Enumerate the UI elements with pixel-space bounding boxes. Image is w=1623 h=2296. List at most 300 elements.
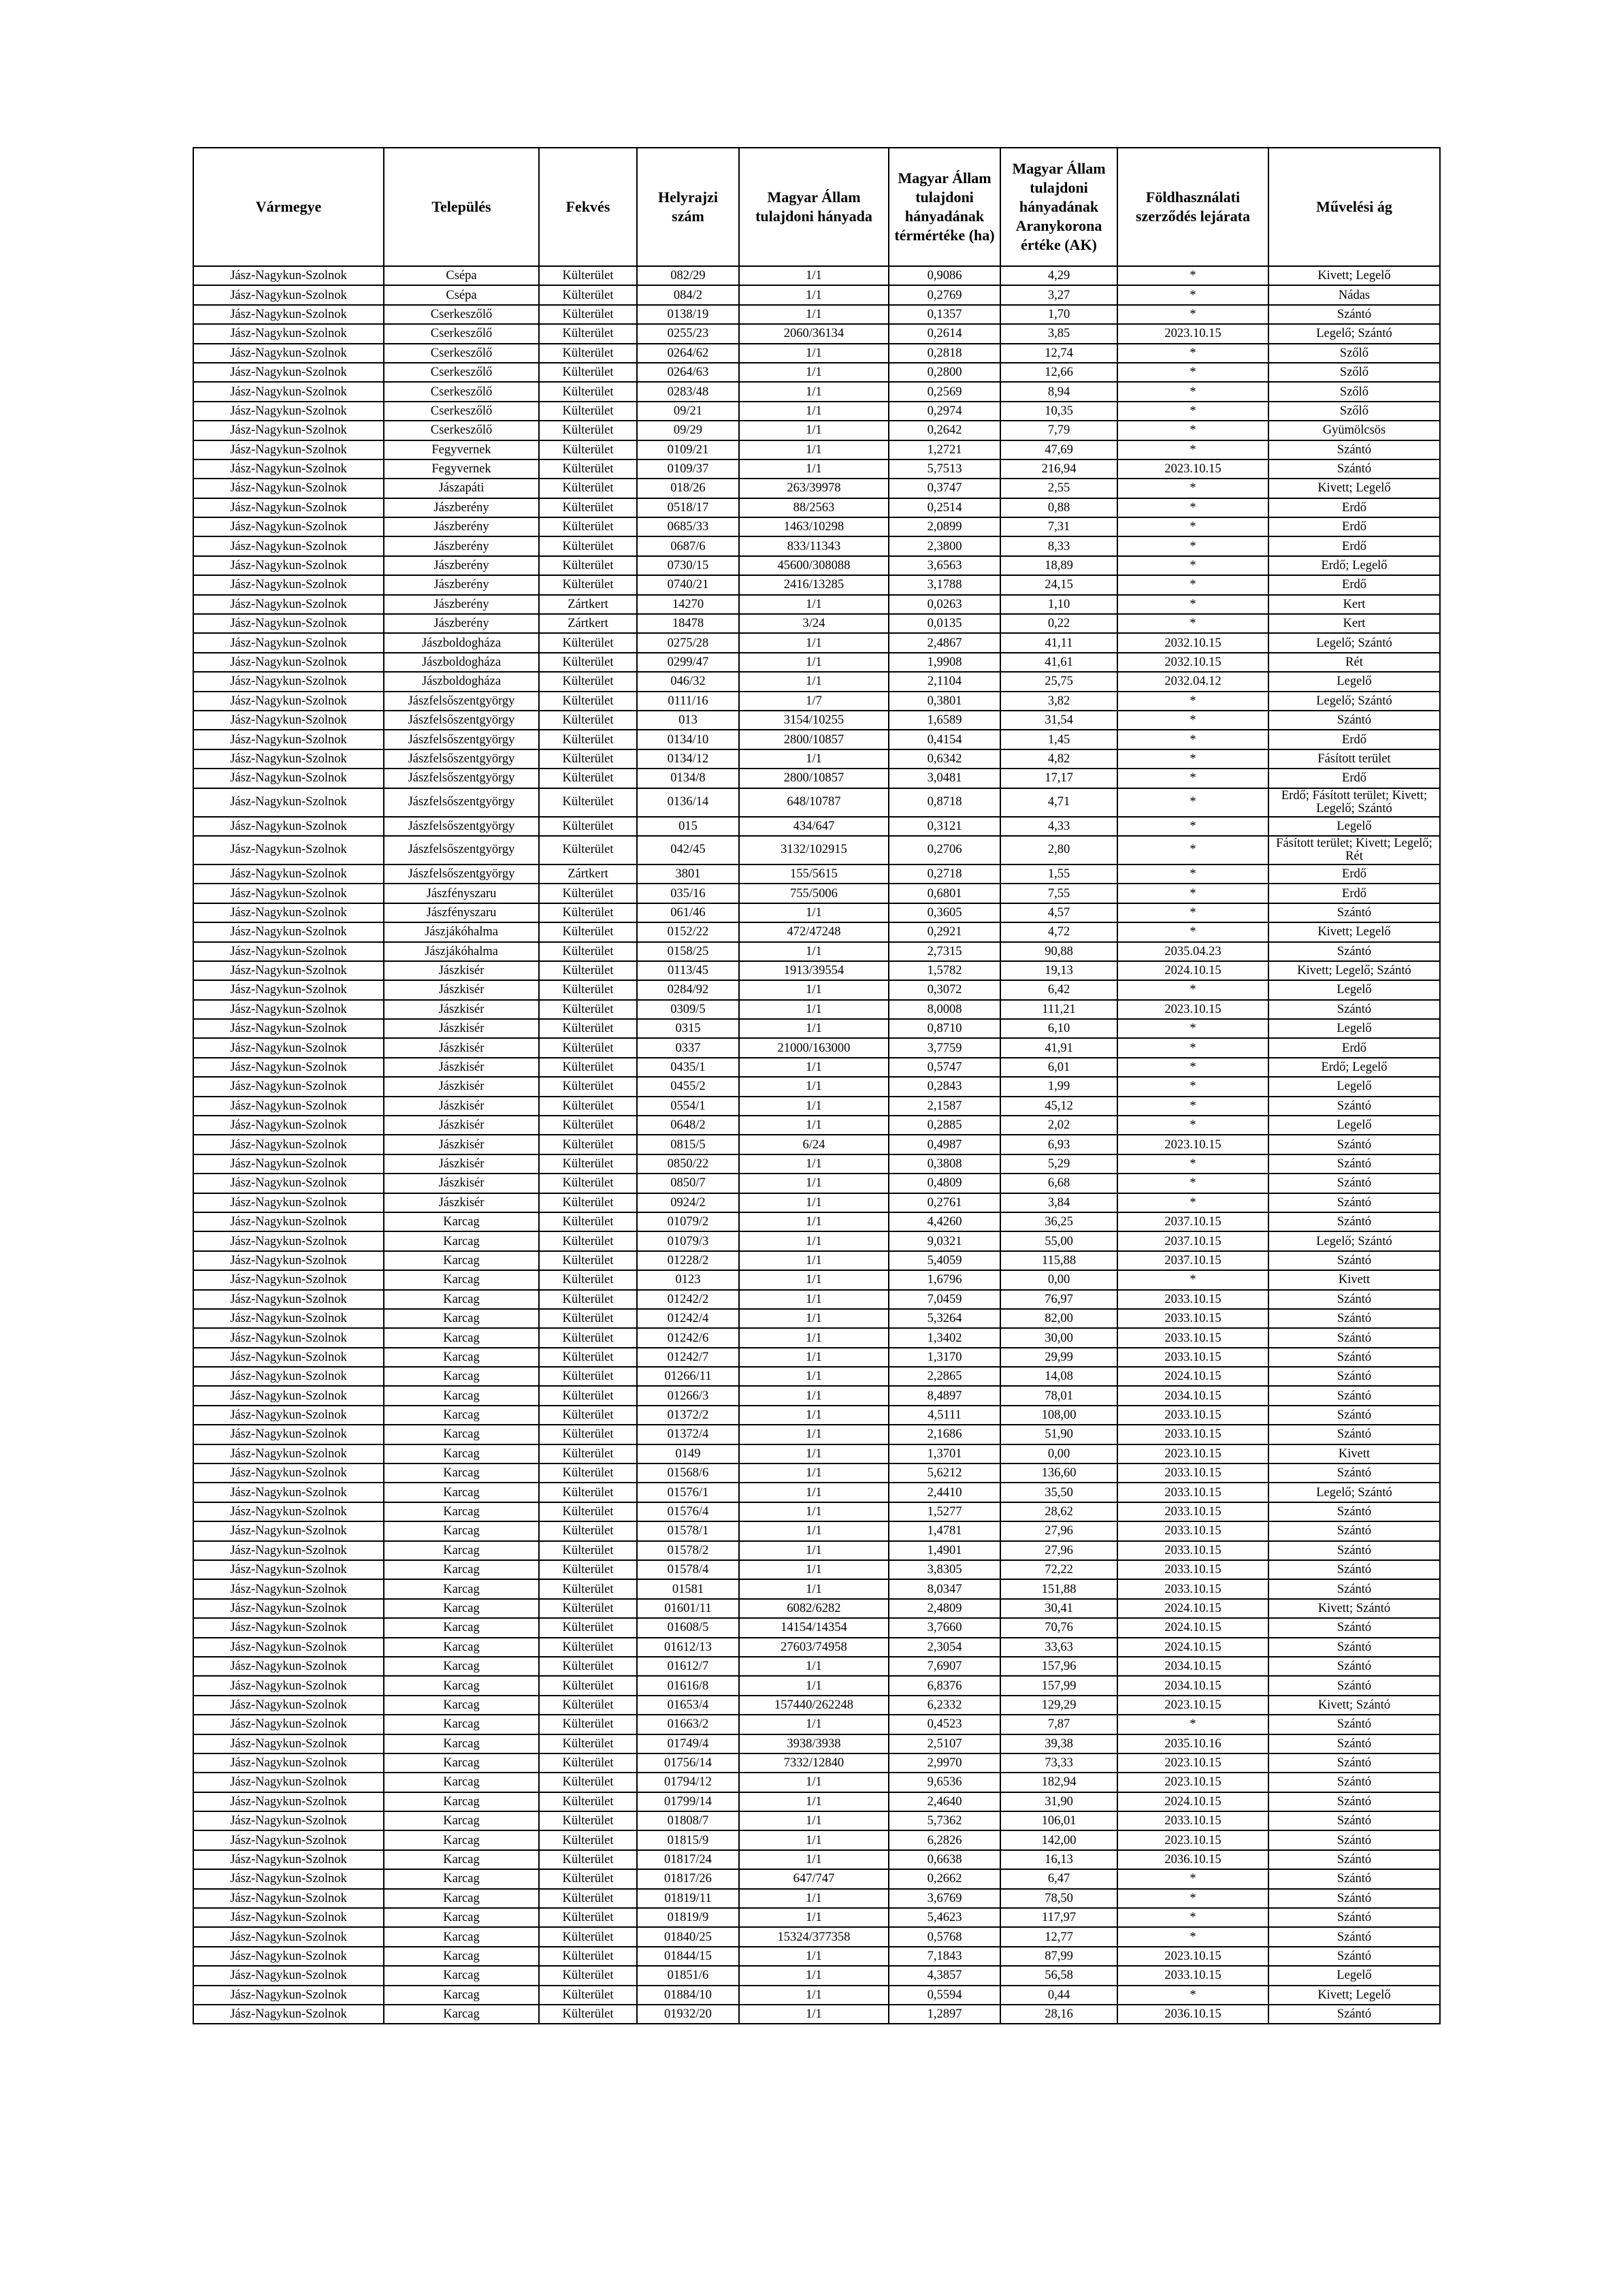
cell-aranykorona: 28,62 (1000, 1502, 1117, 1521)
cell-termertek: 9,0321 (889, 1231, 1000, 1250)
cell-muvelesi-ag: Szántó (1268, 1947, 1440, 1966)
cell-varmegye: Jász-Nagykun-Szolnok (193, 1908, 384, 1927)
cell-telepules: Karcag (384, 2005, 539, 2024)
cell-telepules: Karcag (384, 1753, 539, 1773)
cell-aranykorona: 7,87 (1000, 1715, 1117, 1734)
cell-varmegye: Jász-Nagykun-Szolnok (193, 1502, 384, 1521)
cell-termertek: 0,2718 (889, 864, 1000, 884)
cell-telepules: Cserkeszőlő (384, 344, 539, 363)
cell-telepules: Jászkisér (384, 961, 539, 980)
table-header-row (193, 148, 1440, 266)
table-row (193, 1464, 1440, 1483)
cell-termertek: 0,8710 (889, 1019, 1000, 1038)
cell-fekves: Külterület (539, 1753, 637, 1773)
cell-termertek: 5,7513 (889, 459, 1000, 479)
table-row (193, 1231, 1440, 1250)
table-row (193, 1927, 1440, 1946)
cell-szerzodes-lejarata: * (1117, 1889, 1268, 1908)
cell-termertek: 0,2885 (889, 1116, 1000, 1135)
cell-szerzodes-lejarata: * (1117, 266, 1268, 285)
cell-helyrajzi-szam: 0299/47 (637, 653, 739, 672)
cell-telepules: Jászfelsőszentgyörgy (384, 769, 539, 788)
cell-varmegye: Jász-Nagykun-Szolnok (193, 1019, 384, 1038)
cell-termertek: 0,2569 (889, 382, 1000, 401)
cell-varmegye: Jász-Nagykun-Szolnok (193, 305, 384, 324)
cell-szerzodes-lejarata: 2024.10.15 (1117, 1367, 1268, 1386)
cell-fekves: Külterület (539, 692, 637, 711)
land-parcel-table (193, 147, 1441, 2024)
cell-muvelesi-ag: Legelő (1268, 980, 1440, 999)
cell-aranykorona: 18,89 (1000, 556, 1117, 575)
cell-helyrajzi-szam: 0109/37 (637, 459, 739, 479)
cell-muvelesi-ag: Kivett; Legelő (1268, 479, 1440, 498)
cell-fekves: Külterület (539, 1212, 637, 1231)
cell-varmegye: Jász-Nagykun-Szolnok (193, 266, 384, 285)
cell-muvelesi-ag: Szántó (1268, 1328, 1440, 1347)
cell-tulajdoni-hanyad: 157440/262248 (739, 1696, 889, 1715)
cell-tulajdoni-hanyad: 1/1 (739, 1367, 889, 1386)
cell-termertek: 3,8305 (889, 1560, 1000, 1579)
cell-telepules: Jászfelsőszentgyörgy (384, 711, 539, 730)
cell-tulajdoni-hanyad: 1/1 (739, 1773, 889, 1792)
cell-aranykorona: 182,94 (1000, 1773, 1117, 1792)
cell-szerzodes-lejarata: 2023.10.15 (1117, 1135, 1268, 1154)
table-row (193, 1058, 1440, 1077)
table-row (193, 817, 1440, 836)
cell-aranykorona: 4,72 (1000, 922, 1117, 941)
cell-fekves: Külterület (539, 1869, 637, 1888)
cell-varmegye: Jász-Nagykun-Szolnok (193, 440, 384, 459)
cell-varmegye: Jász-Nagykun-Szolnok (193, 711, 384, 730)
cell-aranykorona: 1,99 (1000, 1077, 1117, 1096)
cell-telepules: Karcag (384, 1309, 539, 1328)
table-row (193, 1038, 1440, 1057)
cell-telepules: Karcag (384, 1541, 539, 1560)
cell-szerzodes-lejarata: * (1117, 980, 1268, 999)
cell-fekves: Külterület (539, 1638, 637, 1657)
cell-muvelesi-ag: Szántó (1268, 903, 1440, 922)
cell-telepules: Jászfelsőszentgyörgy (384, 692, 539, 711)
cell-muvelesi-ag: Szántó (1268, 440, 1440, 459)
cell-termertek: 0,3072 (889, 980, 1000, 999)
cell-fekves: Külterület (539, 903, 637, 922)
cell-termertek: 1,5782 (889, 961, 1000, 980)
table-row (193, 1657, 1440, 1676)
table-row (193, 1618, 1440, 1637)
cell-muvelesi-ag: Erdő (1268, 730, 1440, 749)
cell-varmegye: Jász-Nagykun-Szolnok (193, 633, 384, 652)
cell-varmegye: Jász-Nagykun-Szolnok (193, 1715, 384, 1734)
cell-tulajdoni-hanyad: 1463/10298 (739, 517, 889, 536)
cell-varmegye: Jász-Nagykun-Szolnok (193, 1193, 384, 1212)
cell-helyrajzi-szam: 015 (637, 817, 739, 836)
cell-fekves: Külterület (539, 1889, 637, 1908)
cell-termertek: 5,4059 (889, 1251, 1000, 1270)
cell-termertek: 2,3800 (889, 536, 1000, 555)
cell-telepules: Jászkisér (384, 1019, 539, 1038)
cell-termertek: 1,4781 (889, 1521, 1000, 1540)
cell-termertek: 0,2642 (889, 421, 1000, 440)
cell-termertek: 0,0135 (889, 614, 1000, 633)
cell-szerzodes-lejarata: * (1117, 402, 1268, 421)
cell-tulajdoni-hanyad: 1/1 (739, 749, 889, 769)
cell-szerzodes-lejarata: 2033.10.15 (1117, 1348, 1268, 1367)
cell-szerzodes-lejarata: * (1117, 305, 1268, 324)
cell-varmegye: Jász-Nagykun-Szolnok (193, 421, 384, 440)
cell-helyrajzi-szam: 084/2 (637, 285, 739, 304)
cell-varmegye: Jász-Nagykun-Szolnok (193, 1579, 384, 1598)
cell-fekves: Külterület (539, 498, 637, 517)
cell-fekves: Külterület (539, 1966, 637, 1985)
cell-termertek: 0,9086 (889, 266, 1000, 285)
cell-aranykorona: 108,00 (1000, 1406, 1117, 1425)
cell-termertek: 0,4809 (889, 1174, 1000, 1193)
cell-fekves: Külterület (539, 1715, 637, 1734)
cell-fekves: Külterület (539, 1618, 637, 1637)
cell-telepules: Jászjákóhalma (384, 922, 539, 941)
cell-muvelesi-ag: Szántó (1268, 1753, 1440, 1773)
cell-termertek: 1,9908 (889, 653, 1000, 672)
table-row (193, 1599, 1440, 1618)
cell-varmegye: Jász-Nagykun-Szolnok (193, 614, 384, 633)
cell-tulajdoni-hanyad: 1/1 (739, 1792, 889, 1811)
cell-szerzodes-lejarata: * (1117, 749, 1268, 769)
cell-muvelesi-ag: Legelő; Szántó (1268, 692, 1440, 711)
cell-szerzodes-lejarata: 2034.10.15 (1117, 1657, 1268, 1676)
cell-fekves: Külterület (539, 711, 637, 730)
cell-tulajdoni-hanyad: 155/5615 (739, 864, 889, 884)
cell-tulajdoni-hanyad: 1/1 (739, 1270, 889, 1289)
cell-aranykorona: 24,15 (1000, 575, 1117, 594)
cell-aranykorona: 1,45 (1000, 730, 1117, 749)
cell-tulajdoni-hanyad: 1/1 (739, 672, 889, 691)
cell-tulajdoni-hanyad: 1/1 (739, 903, 889, 922)
cell-helyrajzi-szam: 0158/25 (637, 942, 739, 961)
table-row (193, 266, 1440, 285)
cell-telepules: Karcag (384, 1251, 539, 1270)
cell-telepules: Karcag (384, 1367, 539, 1386)
cell-termertek: 0,3808 (889, 1154, 1000, 1174)
cell-fekves: Zártkert (539, 614, 637, 633)
cell-tulajdoni-hanyad: 1/1 (739, 1676, 889, 1695)
cell-helyrajzi-szam: 01616/8 (637, 1676, 739, 1695)
cell-szerzodes-lejarata: 2023.10.15 (1117, 1753, 1268, 1773)
table-row (193, 324, 1440, 343)
cell-aranykorona: 41,11 (1000, 633, 1117, 652)
cell-szerzodes-lejarata: * (1117, 1715, 1268, 1734)
cell-helyrajzi-szam: 01581 (637, 1579, 739, 1598)
table-row (193, 614, 1440, 633)
cell-helyrajzi-szam: 0264/63 (637, 363, 739, 382)
cell-muvelesi-ag: Erdő (1268, 517, 1440, 536)
table-row (193, 1097, 1440, 1116)
cell-varmegye: Jász-Nagykun-Szolnok (193, 1638, 384, 1657)
cell-helyrajzi-szam: 082/29 (637, 266, 739, 285)
cell-telepules: Karcag (384, 1406, 539, 1425)
cell-helyrajzi-szam: 046/32 (637, 672, 739, 691)
cell-fekves: Külterület (539, 817, 637, 836)
cell-muvelesi-ag: Szántó (1268, 1386, 1440, 1405)
cell-muvelesi-ag: Szántó (1268, 1251, 1440, 1270)
cell-muvelesi-ag: Erdő; Legelő (1268, 556, 1440, 575)
cell-szerzodes-lejarata: * (1117, 382, 1268, 401)
cell-tulajdoni-hanyad: 1/1 (739, 421, 889, 440)
cell-tulajdoni-hanyad: 1/1 (739, 459, 889, 479)
cell-fekves: Külterület (539, 1657, 637, 1676)
cell-varmegye: Jász-Nagykun-Szolnok (193, 1792, 384, 1811)
cell-tulajdoni-hanyad: 1/1 (739, 285, 889, 304)
cell-muvelesi-ag: Szántó (1268, 1889, 1440, 1908)
cell-telepules: Jászapáti (384, 479, 539, 498)
cell-muvelesi-ag: Szőlő (1268, 344, 1440, 363)
cell-termertek: 4,3857 (889, 1966, 1000, 1985)
cell-tulajdoni-hanyad: 2800/10857 (739, 730, 889, 749)
cell-varmegye: Jász-Nagykun-Szolnok (193, 788, 384, 817)
cell-aranykorona: 7,55 (1000, 884, 1117, 903)
cell-muvelesi-ag: Legelő; Szántó (1268, 633, 1440, 652)
cell-telepules: Csépa (384, 266, 539, 285)
cell-aranykorona: 90,88 (1000, 942, 1117, 961)
cell-helyrajzi-szam: 0730/15 (637, 556, 739, 575)
table-row (193, 864, 1440, 884)
cell-aranykorona: 7,31 (1000, 517, 1117, 536)
table-row (193, 1290, 1440, 1309)
cell-aranykorona: 2,02 (1000, 1116, 1117, 1135)
table-row (193, 1348, 1440, 1367)
cell-szerzodes-lejarata: * (1117, 788, 1268, 817)
cell-termertek: 8,4897 (889, 1386, 1000, 1405)
cell-termertek: 0,2843 (889, 1077, 1000, 1096)
cell-tulajdoni-hanyad: 1/1 (739, 1908, 889, 1927)
cell-varmegye: Jász-Nagykun-Szolnok (193, 1947, 384, 1966)
cell-varmegye: Jász-Nagykun-Szolnok (193, 1367, 384, 1386)
table-row (193, 980, 1440, 999)
cell-telepules: Karcag (384, 1425, 539, 1444)
cell-szerzodes-lejarata: * (1117, 1927, 1268, 1946)
cell-muvelesi-ag: Nádas (1268, 285, 1440, 304)
cell-muvelesi-ag: Erdő (1268, 536, 1440, 555)
cell-aranykorona: 136,60 (1000, 1464, 1117, 1483)
cell-varmegye: Jász-Nagykun-Szolnok (193, 1270, 384, 1289)
cell-tulajdoni-hanyad: 1/1 (739, 1425, 889, 1444)
cell-muvelesi-ag: Szántó (1268, 1521, 1440, 1540)
cell-muvelesi-ag: Kert (1268, 614, 1440, 633)
cell-muvelesi-ag: Szántó (1268, 1773, 1440, 1792)
cell-varmegye: Jász-Nagykun-Szolnok (193, 1927, 384, 1946)
cell-muvelesi-ag: Szántó (1268, 1541, 1440, 1560)
column-header-szerzodes-lejarata: Földhasználati szerződés lejárata (1117, 148, 1268, 266)
cell-varmegye: Jász-Nagykun-Szolnok (193, 324, 384, 343)
cell-termertek: 3,0481 (889, 769, 1000, 788)
cell-helyrajzi-szam: 013 (637, 711, 739, 730)
cell-muvelesi-ag: Szántó (1268, 1502, 1440, 1521)
cell-muvelesi-ag: Legelő (1268, 1116, 1440, 1135)
cell-fekves: Külterület (539, 884, 637, 903)
cell-helyrajzi-szam: 018/26 (637, 479, 739, 498)
cell-szerzodes-lejarata: * (1117, 1869, 1268, 1888)
cell-muvelesi-ag: Erdő; Fásított terület; Kivett; Legelő; Szántó (1268, 788, 1440, 817)
cell-telepules: Karcag (384, 1483, 539, 1502)
table-row (193, 836, 1440, 864)
cell-szerzodes-lejarata: 2037.10.15 (1117, 1231, 1268, 1250)
cell-tulajdoni-hanyad: 1/1 (739, 1077, 889, 1096)
table-row (193, 1502, 1440, 1521)
cell-muvelesi-ag: Szántó (1268, 1676, 1440, 1695)
cell-termertek: 0,2800 (889, 363, 1000, 382)
cell-aranykorona: 30,41 (1000, 1599, 1117, 1618)
cell-fekves: Külterület (539, 961, 637, 980)
cell-telepules: Jászkisér (384, 1000, 539, 1019)
cell-tulajdoni-hanyad: 1/1 (739, 1811, 889, 1830)
cell-tulajdoni-hanyad: 833/11343 (739, 536, 889, 555)
cell-fekves: Külterület (539, 556, 637, 575)
cell-szerzodes-lejarata: * (1117, 595, 1268, 614)
cell-helyrajzi-szam: 01817/24 (637, 1850, 739, 1869)
cell-fekves: Külterület (539, 2005, 637, 2024)
cell-varmegye: Jász-Nagykun-Szolnok (193, 1328, 384, 1347)
cell-telepules: Karcag (384, 1328, 539, 1347)
cell-tulajdoni-hanyad: 1/1 (739, 1406, 889, 1425)
cell-telepules: Karcag (384, 1521, 539, 1540)
cell-szerzodes-lejarata: 2023.10.15 (1117, 1947, 1268, 1966)
table-row (193, 1212, 1440, 1231)
cell-fekves: Külterület (539, 1947, 637, 1966)
cell-muvelesi-ag: Szántó (1268, 1212, 1440, 1231)
cell-szerzodes-lejarata: * (1117, 1019, 1268, 1038)
cell-termertek: 5,7362 (889, 1811, 1000, 1830)
cell-szerzodes-lejarata: * (1117, 1038, 1268, 1057)
cell-fekves: Külterület (539, 1077, 637, 1096)
table-row (193, 1715, 1440, 1734)
cell-telepules: Fegyvernek (384, 459, 539, 479)
cell-szerzodes-lejarata: 2032.10.15 (1117, 653, 1268, 672)
cell-fekves: Külterület (539, 421, 637, 440)
cell-muvelesi-ag: Szántó (1268, 1715, 1440, 1734)
cell-helyrajzi-szam: 01819/9 (637, 1908, 739, 1927)
table-row (193, 942, 1440, 961)
table-row (193, 692, 1440, 711)
cell-varmegye: Jász-Nagykun-Szolnok (193, 344, 384, 363)
cell-telepules: Cserkeszőlő (384, 305, 539, 324)
cell-muvelesi-ag: Szántó (1268, 1193, 1440, 1212)
cell-muvelesi-ag: Szántó (1268, 1850, 1440, 1869)
cell-varmegye: Jász-Nagykun-Szolnok (193, 1464, 384, 1483)
cell-varmegye: Jász-Nagykun-Szolnok (193, 459, 384, 479)
table-row (193, 440, 1440, 459)
cell-telepules: Karcag (384, 1290, 539, 1309)
cell-muvelesi-ag: Szántó (1268, 1830, 1440, 1849)
cell-fekves: Külterület (539, 1811, 637, 1830)
cell-helyrajzi-szam: 3801 (637, 864, 739, 884)
cell-tulajdoni-hanyad: 3154/10255 (739, 711, 889, 730)
cell-telepules: Jászkisér (384, 1193, 539, 1212)
cell-termertek: 1,4901 (889, 1541, 1000, 1560)
cell-telepules: Karcag (384, 1696, 539, 1715)
cell-varmegye: Jász-Nagykun-Szolnok (193, 1425, 384, 1444)
cell-fekves: Külterület (539, 1521, 637, 1540)
cell-szerzodes-lejarata: 2023.10.15 (1117, 1000, 1268, 1019)
cell-varmegye: Jász-Nagykun-Szolnok (193, 498, 384, 517)
cell-telepules: Karcag (384, 1811, 539, 1830)
cell-tulajdoni-hanyad: 1/1 (739, 1986, 889, 2005)
cell-fekves: Külterület (539, 536, 637, 555)
cell-szerzodes-lejarata: * (1117, 1193, 1268, 1212)
table-row (193, 1830, 1440, 1849)
cell-tulajdoni-hanyad: 647/747 (739, 1869, 889, 1888)
cell-varmegye: Jász-Nagykun-Szolnok (193, 672, 384, 691)
cell-varmegye: Jász-Nagykun-Szolnok (193, 1869, 384, 1888)
cell-tulajdoni-hanyad: 1/1 (739, 1521, 889, 1540)
table-row (193, 749, 1440, 769)
cell-termertek: 1,6796 (889, 1270, 1000, 1289)
cell-helyrajzi-szam: 01608/5 (637, 1618, 739, 1637)
cell-szerzodes-lejarata: * (1117, 1270, 1268, 1289)
cell-aranykorona: 1,10 (1000, 595, 1117, 614)
cell-muvelesi-ag: Erdő (1268, 498, 1440, 517)
cell-szerzodes-lejarata: * (1117, 1058, 1268, 1077)
cell-aranykorona: 16,13 (1000, 1850, 1117, 1869)
table-row (193, 2005, 1440, 2024)
cell-helyrajzi-szam: 01242/4 (637, 1309, 739, 1328)
cell-tulajdoni-hanyad: 1/1 (739, 1444, 889, 1464)
cell-aranykorona: 0,22 (1000, 614, 1117, 633)
cell-aranykorona: 41,61 (1000, 653, 1117, 672)
cell-telepules: Karcag (384, 1830, 539, 1849)
cell-varmegye: Jász-Nagykun-Szolnok (193, 1154, 384, 1174)
cell-fekves: Külterület (539, 1792, 637, 1811)
cell-helyrajzi-szam: 01079/2 (637, 1212, 739, 1231)
column-header-termertek: Magyar Állam tulajdoni hányadának térmértéke (ha) (889, 148, 1000, 266)
cell-varmegye: Jász-Nagykun-Szolnok (193, 1309, 384, 1328)
cell-termertek: 0,2921 (889, 922, 1000, 941)
table-row (193, 305, 1440, 324)
cell-telepules: Jászkisér (384, 1135, 539, 1154)
cell-aranykorona: 78,50 (1000, 1889, 1117, 1908)
cell-varmegye: Jász-Nagykun-Szolnok (193, 1811, 384, 1830)
cell-muvelesi-ag: Szántó (1268, 1618, 1440, 1637)
cell-tulajdoni-hanyad: 21000/163000 (739, 1038, 889, 1057)
cell-szerzodes-lejarata: 2023.10.15 (1117, 324, 1268, 343)
cell-helyrajzi-szam: 0149 (637, 1444, 739, 1464)
cell-tulajdoni-hanyad: 1/1 (739, 1116, 889, 1135)
table-row (193, 1425, 1440, 1444)
cell-aranykorona: 2,80 (1000, 836, 1117, 864)
cell-termertek: 7,1843 (889, 1947, 1000, 1966)
cell-telepules: Karcag (384, 1386, 539, 1405)
cell-helyrajzi-szam: 01242/7 (637, 1348, 739, 1367)
cell-varmegye: Jász-Nagykun-Szolnok (193, 1483, 384, 1502)
cell-telepules: Cserkeszőlő (384, 324, 539, 343)
table-row (193, 1367, 1440, 1386)
cell-muvelesi-ag: Szántó (1268, 711, 1440, 730)
cell-szerzodes-lejarata: * (1117, 769, 1268, 788)
cell-fekves: Külterület (539, 1038, 637, 1057)
table-row (193, 1638, 1440, 1657)
cell-aranykorona: 12,77 (1000, 1927, 1117, 1946)
cell-varmegye: Jász-Nagykun-Szolnok (193, 1676, 384, 1695)
cell-fekves: Külterület (539, 942, 637, 961)
cell-muvelesi-ag: Szántó (1268, 1657, 1440, 1676)
cell-muvelesi-ag: Szántó (1268, 1927, 1440, 1946)
table-row (193, 1077, 1440, 1096)
cell-termertek: 0,2769 (889, 285, 1000, 304)
table-row (193, 633, 1440, 652)
cell-varmegye: Jász-Nagykun-Szolnok (193, 1753, 384, 1773)
cell-termertek: 0,4154 (889, 730, 1000, 749)
cell-tulajdoni-hanyad: 1/1 (739, 1231, 889, 1250)
cell-tulajdoni-hanyad: 1/1 (739, 1097, 889, 1116)
cell-termertek: 7,6907 (889, 1657, 1000, 1676)
